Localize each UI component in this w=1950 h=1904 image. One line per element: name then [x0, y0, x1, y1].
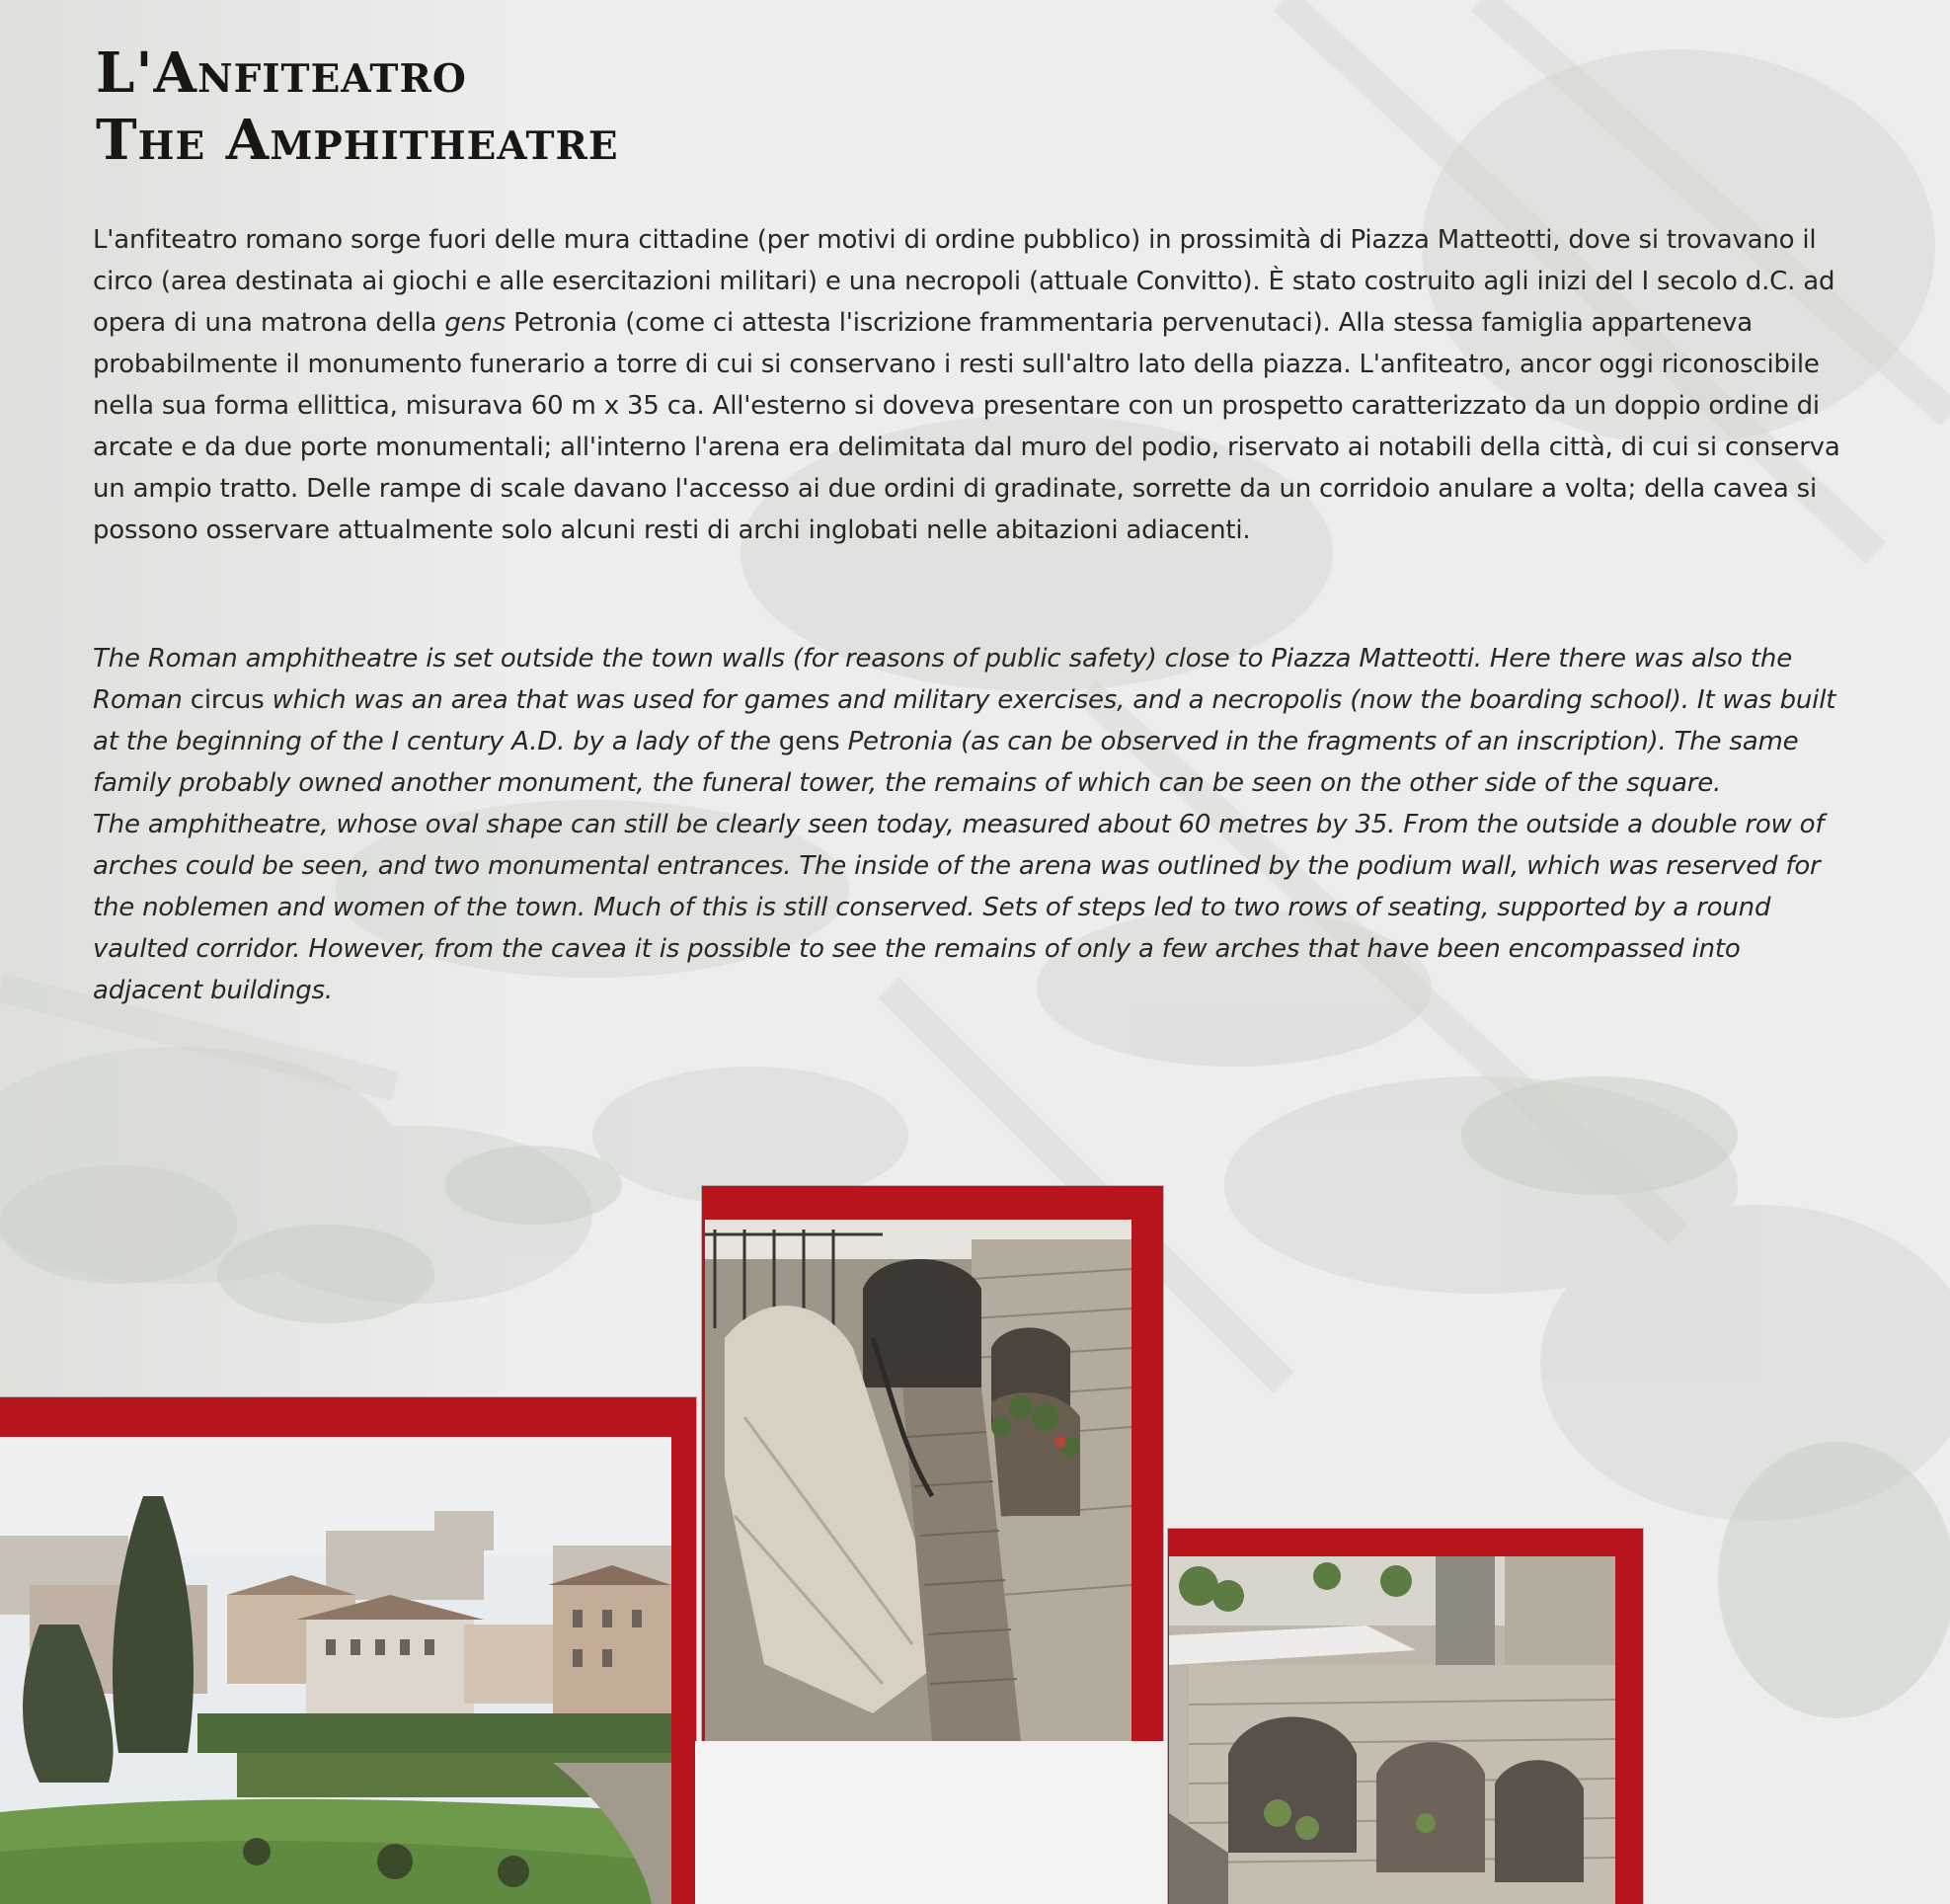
italian-text-part1: L'anfiteatro romano sorge fuori delle mura cittadine (per motivi di ordine pubblico) in prossimità di Piazza Matteotti, dove si trovavano il circo (area destinata ai giochi e alle esercitazioni militari) e una necropoli (attuale Convitto). È stato costruito agli inizi del I secolo d.C. ad opera di una matrona della [93, 225, 1835, 338]
english-p1-part2: which was an area that was used for games and military exercises, and a necropolis (now the boarding school). It was built at the beginning of the I century A.D. by a lady of the [93, 685, 1836, 756]
english-p1-part1: The Roman amphitheatre is set outside the town walls (for reasons of public safety) close to Piazza Matteotti. Here there was also the Roman [93, 644, 1793, 715]
italian-paragraph [93, 219, 1850, 551]
photo-caption-area-middle [695, 1741, 1167, 1904]
italian-gens-term: gens [444, 308, 507, 338]
english-paragraph-2: The amphitheatre, whose oval shape can still be clearly seen today, measured about 60 metres by 35. From the outside a double row of arches could be seen, and two monumental entrances. The inside of the arena was outlined by the podium wall, which was reserved for the noblemen and women of the town. Much of this is still conserved. Sets of steps led to two rows of seating, supported by a round vaulted corridor. However, from the cavea it is possible to see the remains of only a few arches that have been encompassed into adjacent buildings. [93, 810, 1825, 1005]
photo-panorama-town [0, 1437, 671, 1904]
english-circus-term: circus [190, 685, 265, 715]
title-english: The Amphitheatre [96, 108, 619, 173]
photo-stone-staircase [705, 1220, 1131, 1741]
english-paragraph-1 [93, 638, 1850, 804]
english-p1-part3: Petronia (as can be observed in the fragments of an inscription). The same family probably owned another monument, the funeral tower, the remains of which can be seen on the other side of the square. [93, 727, 1799, 798]
english-text [93, 638, 1850, 1011]
title-italian: L'Anfiteatro [96, 40, 467, 106]
italian-text-part2: Petronia (come ci attesta l'iscrizione frammentaria pervenutaci). Alla stessa famiglia apparteneva probabilmente il monumento funerario a torre di cui si conservano i resti sull'altro lato della piazza. L'anfiteatro, ancor oggi riconoscibile nella sua forma ellittica, misurava 60 m x 35 ca. All'esterno si doveva presentare con un prospetto caratterizzato da un doppio ordine di arcate e da due porte monumentali; all'interno l'arena era delimitata dal muro del podio, riservato ai notabili della città, di cui si conserva un ampio tratto. Delle rampe di scale davano l'accesso ai due ordini di gradinate, sorrette da un corridoio anulare a volta; della cavea si possono osservare attualmente solo alcuni resti di archi inglobati nelle abitazioni adiacenti. [93, 308, 1840, 545]
photo-arches-remains [1169, 1556, 1615, 1904]
page-title [96, 40, 619, 174]
english-gens-term: gens [778, 727, 840, 756]
